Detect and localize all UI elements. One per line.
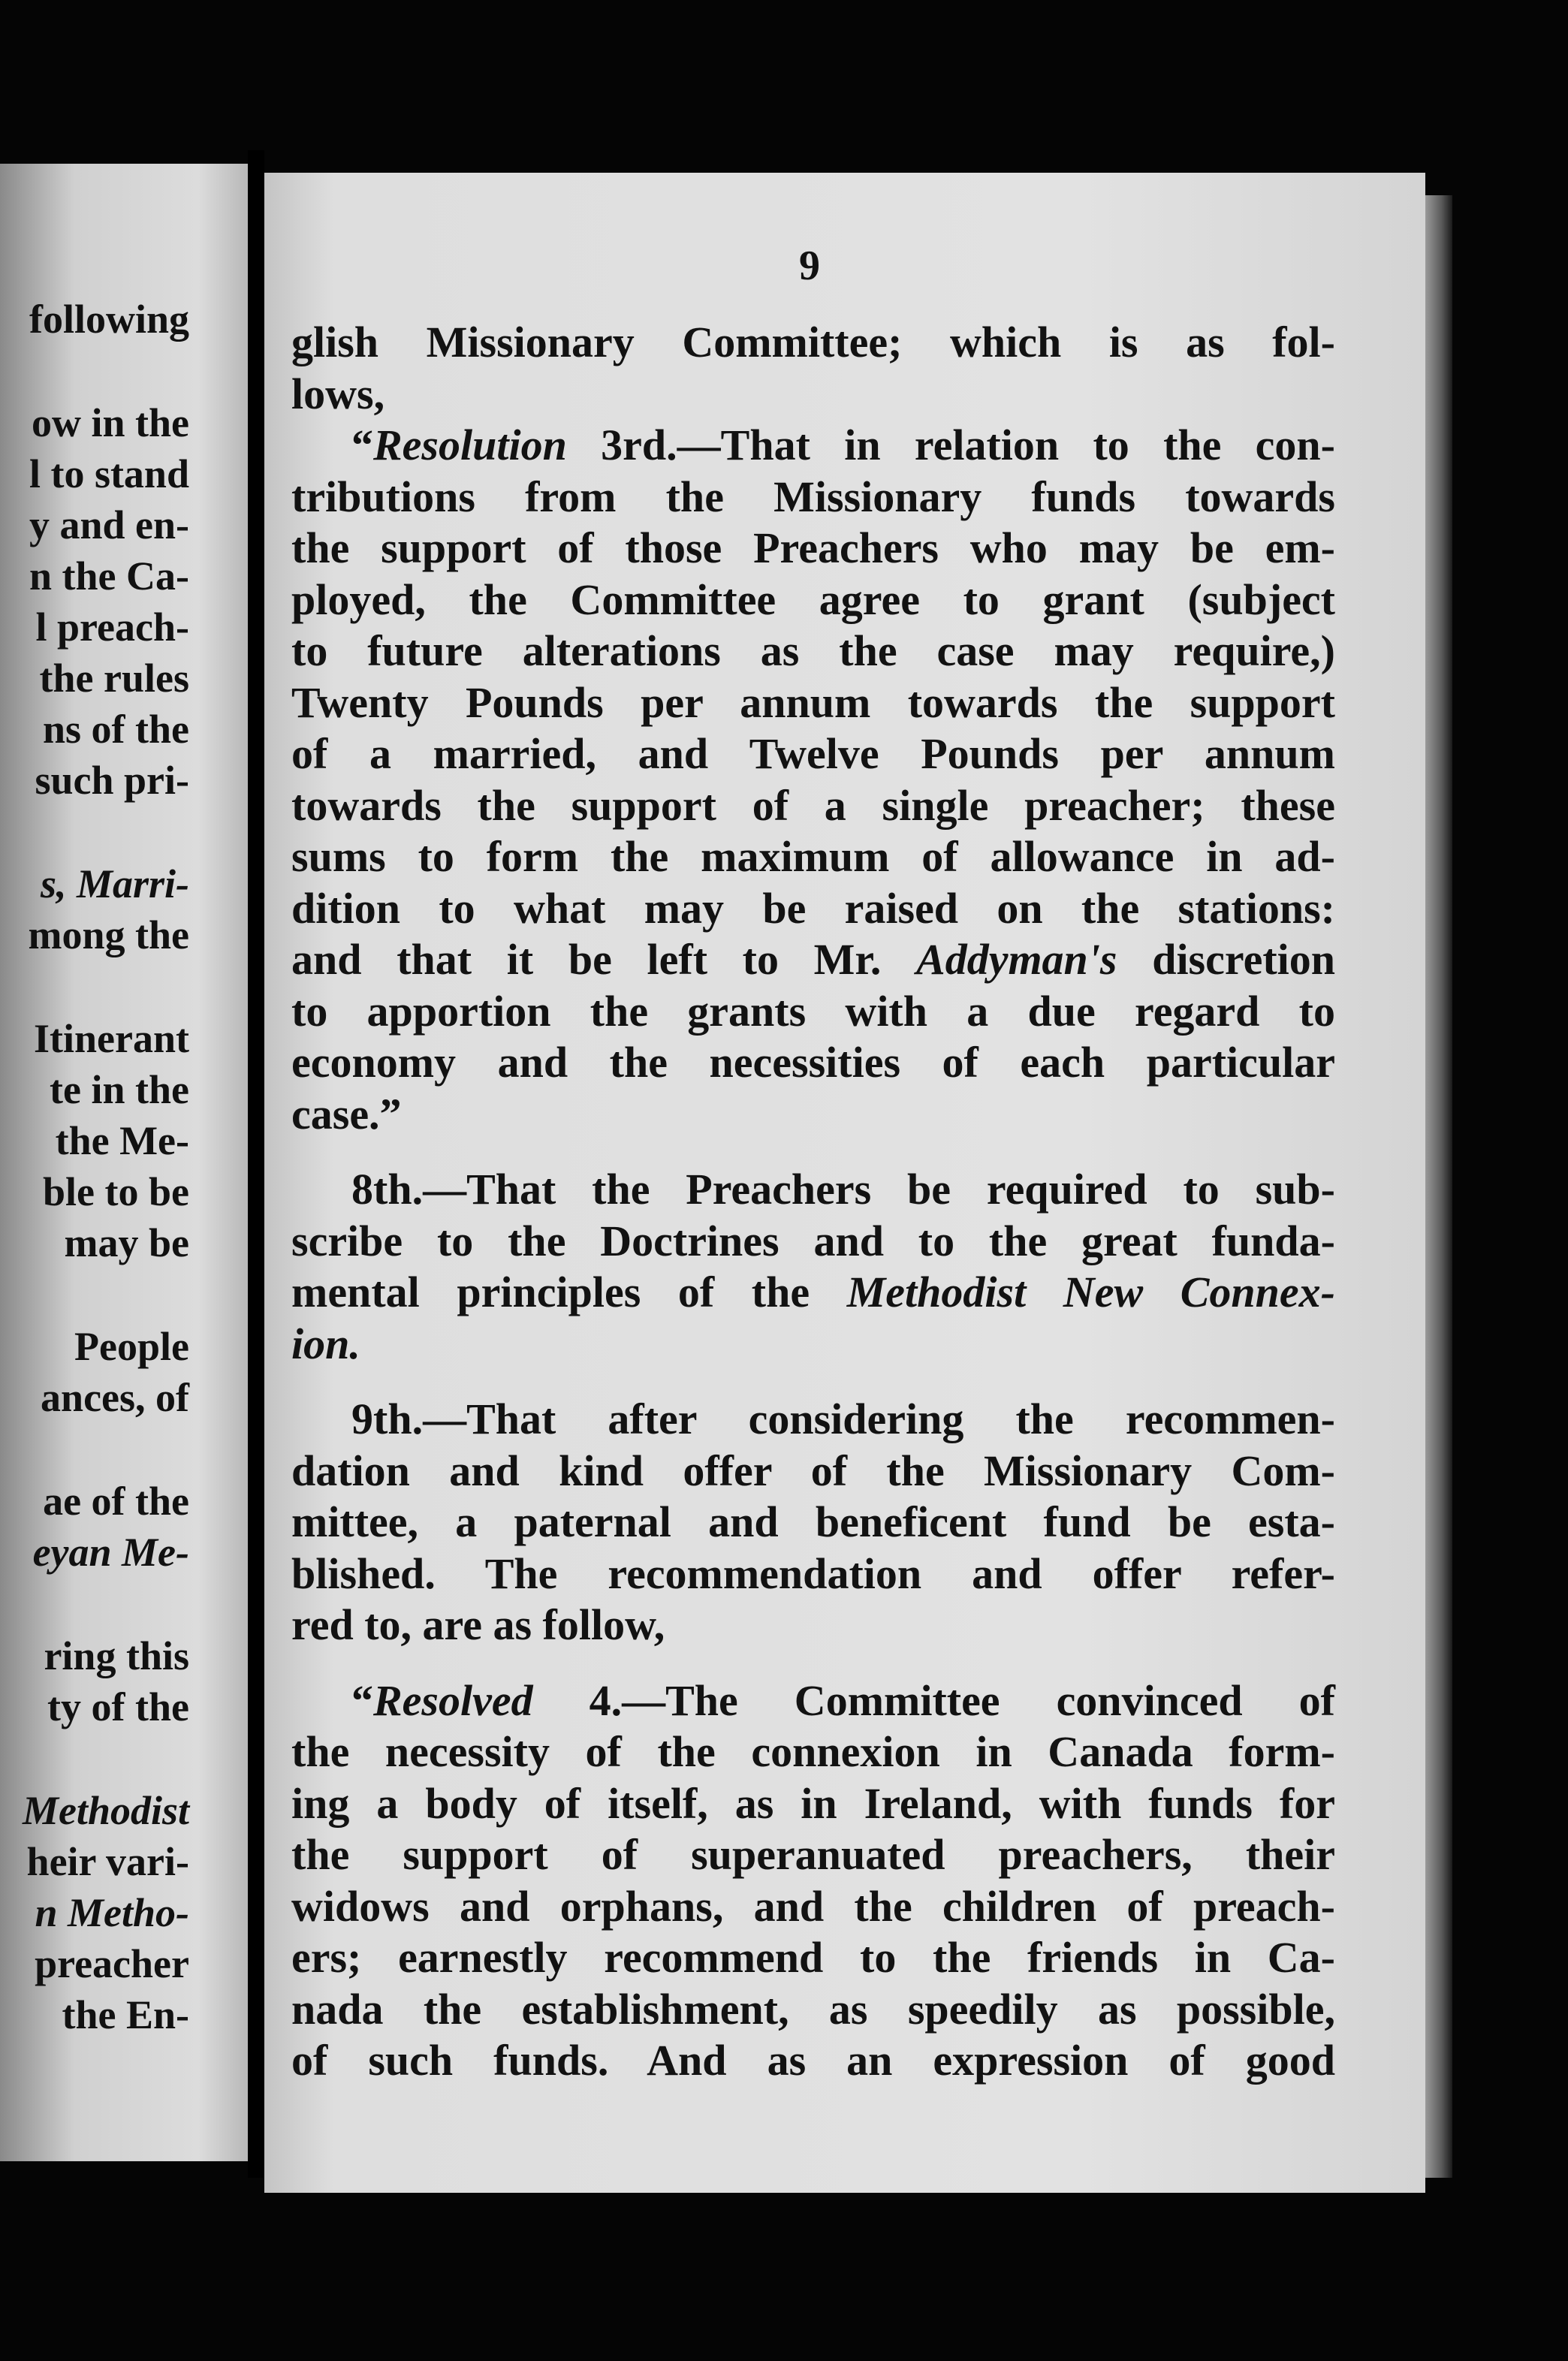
text-line: to future alterations as the case may require,) <box>291 626 1335 675</box>
resolved-4-heading-line: “Resolved 4.—The Committee convinced of <box>351 1675 1335 1725</box>
left-page-line: may be <box>64 1220 189 1265</box>
left-page-line: ae of the <box>43 1479 189 1524</box>
left-page-line: l to stand <box>29 451 189 496</box>
text-line: blished. The recommendation and offer refer- <box>291 1548 1335 1598</box>
text-line: ing a body of itself, as in Ireland, with funds for <box>291 1778 1335 1828</box>
page-edge <box>1425 195 1452 2178</box>
left-page-line: y and en- <box>29 502 189 547</box>
text-line: the necessity of the connexion in Canada form- <box>291 1727 1335 1776</box>
left-page-line: ring this <box>44 1633 189 1678</box>
methodist-new-connexion: Methodist New Connex- <box>846 1268 1335 1316</box>
left-page-line: ow in the <box>31 400 189 445</box>
text-line: economy and the necessities of each particular <box>291 1038 1335 1087</box>
book-gutter <box>248 150 264 2178</box>
text-line: nada the establishment, as speedily as possible, <box>291 1984 1335 2034</box>
text-line: to apportion the grants with a due regard to <box>291 986 1335 1036</box>
text-line: dation and kind offer of the Missionary Com- <box>291 1446 1335 1495</box>
left-page-line: People <box>74 1324 189 1369</box>
left-page-line: heir vari- <box>26 1839 189 1884</box>
text-line: lows, <box>291 369 385 418</box>
text-line: case.” <box>291 1089 402 1138</box>
left-page-line: the En- <box>62 1992 189 2037</box>
left-page-line: mong the <box>28 912 189 957</box>
text-line: and that it be left to Mr. Addyman's discretion <box>291 935 1335 984</box>
resolution-label: Resolution <box>373 421 567 469</box>
page-body <box>291 317 1335 2087</box>
facing-page-left <box>0 164 248 2161</box>
left-page-line: eyan Me- <box>32 1530 189 1575</box>
left-page-line: Itinerant <box>34 1016 189 1061</box>
left-page-line: ns of the <box>42 707 189 752</box>
text-line: 8th.—That the Preachers be required to sub- <box>351 1165 1335 1214</box>
text-line: towards the support of a single preacher; these <box>291 780 1335 830</box>
left-page-line: s, Marri- <box>40 861 189 906</box>
text-line: of such funds. And as an expression of good <box>291 2036 1335 2085</box>
text-line: widows and orphans, and the children of preach- <box>291 1881 1335 1931</box>
left-page-line: the Me- <box>55 1118 189 1163</box>
left-page-line: l preach- <box>35 605 189 650</box>
left-page-line: te in the <box>50 1067 189 1112</box>
left-page-line: such pri- <box>35 758 189 803</box>
text-line: ion. <box>291 1319 360 1368</box>
text-line: of a married, and Twelve Pounds per annum <box>291 729 1335 778</box>
text-line: mittee, a paternal and beneficent fund be esta- <box>291 1497 1335 1546</box>
left-page-line: n Metho- <box>35 1890 189 1935</box>
text-line: ployed, the Committee agree to grant (subject <box>291 574 1335 624</box>
left-page-line: ances, of <box>41 1375 189 1420</box>
text-line: red to, are as follow, <box>291 1600 665 1649</box>
text-line: scribe to the Doctrines and to the great funda- <box>291 1216 1335 1265</box>
text-line: tributions from the Missionary funds towards <box>291 472 1335 521</box>
resolution-3-heading-line: “Resolution 3rd.—That in relation to the con- <box>351 421 1335 469</box>
left-page-line: the rules <box>39 656 189 701</box>
addyman-name: Addyman's <box>916 935 1117 984</box>
left-page-line: ty of the <box>47 1684 189 1729</box>
left-page-line: following <box>29 297 189 342</box>
text-line: Twenty Pounds per annum towards the support <box>291 677 1335 727</box>
text-line: 9th.—That after considering the recommen- <box>351 1395 1335 1443</box>
left-page-line: n the Ca- <box>29 553 189 599</box>
left-page-line: ble to be <box>43 1169 189 1214</box>
text-line: ers; earnestly recommend to the friends in Ca- <box>291 1933 1335 1982</box>
text-line: the support of those Preachers who may be em- <box>291 523 1335 572</box>
text-line: mental principles of the Methodist New Connex- <box>291 1268 1335 1316</box>
text-line: the support of superanuated preachers, their <box>291 1830 1335 1879</box>
text-line: sums to form the maximum of allowance in ad- <box>291 832 1335 881</box>
book-page <box>264 173 1425 2193</box>
page-number: 9 <box>799 243 820 289</box>
left-page-line: Methodist <box>22 1788 189 1833</box>
resolved-label: Resolved <box>373 1675 533 1725</box>
text-line: glish Missionary Committee; which is as fol- <box>291 318 1335 366</box>
left-page-line: preacher <box>35 1941 189 1986</box>
text-line: dition to what may be raised on the stations: <box>291 883 1335 933</box>
